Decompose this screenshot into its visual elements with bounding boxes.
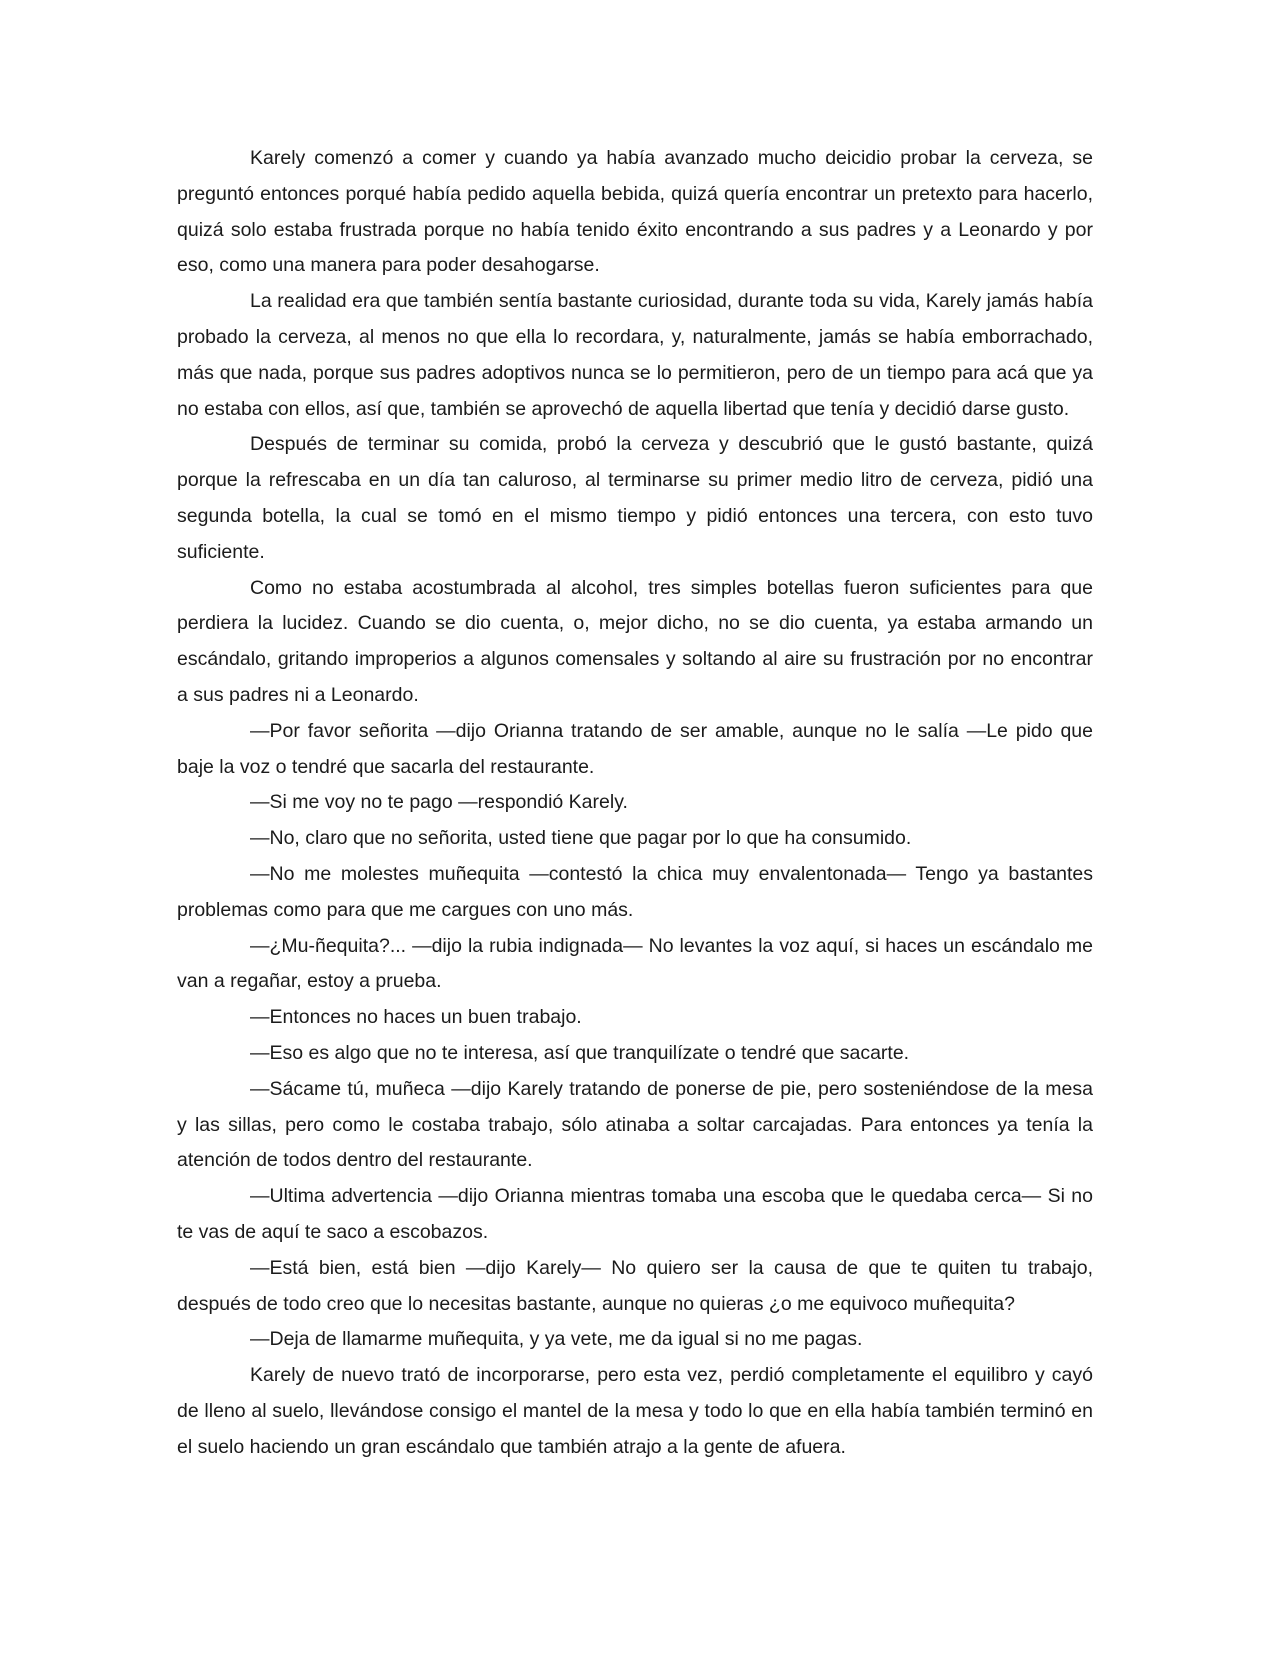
dialogue-line: —Si me voy no te pago —respondió Karely. (250, 791, 628, 814)
paragraph: Como no estaba acostumbrada al alcohol, tres simples botellas fueron suficientes para que perdiera la lucidez. Cuando se dio cuenta, o, mejor dicho, no se dio cuenta, ya estaba armando un escándalo, gritando improperios a algunos comensales y soltando al aire su frustración por no encontrar a sus padres ni a Leonardo. (177, 576, 1093, 706)
paragraph: Karely de nuevo trató de incorporarse, pero esta vez, perdió completamente el equilibro y cayó de lleno al suelo, llevándose consigo el mantel de la mesa y todo lo que en ella había también terminó en el suelo haciendo un gran escándalo que también atrajo a la gente de afuera. (177, 1364, 1093, 1458)
paragraph: La realidad era que también sentía bastante curiosidad, durante toda su vida, Karely jamás había probado la cerveza, al menos no que ella lo recordara, y, naturalmente, jamás se había emborrachado, más que nada, porque sus padres adoptivos nunca se lo permitieron, pero de un tiempo para acá que ya no estaba con ellos, así que, también se aprovechó de aquella libertad que tenía y decidió darse gusto. (177, 290, 1093, 420)
dialogue-line: —¿Mu-ñequita?... —dijo la rubia indignada— No levantes la voz aquí, si haces un escándalo me van a regañar, estoy a prueba. (177, 934, 1093, 993)
dialogue-line: —Por favor señorita —dijo Orianna tratando de ser amable, aunque no le salía —Le pido que baje la voz o tendré que sacarla del restaurante. (177, 719, 1093, 778)
dialogue-line: —Está bien, está bien —dijo Karely— No quiero ser la causa de que te quiten tu trabajo, después de todo creo que lo necesitas bastante, aunque no quieras ¿o me equivoco muñequita? (177, 1256, 1093, 1315)
dialogue-line: —Ultima advertencia —dijo Orianna mientras tomaba una escoba que le quedaba cerca— Si no te vas de aquí te saco a escobazos. (177, 1185, 1093, 1243)
paragraph: Después de terminar su comida, probó la cerveza y descubrió que le gustó bastante, quizá porque la refrescaba en un día tan caluroso, al terminarse su primer medio litro de cerveza, pidió una segunda botella, la cual se tomó en el mismo tiempo y pidió entonces una tercera, con esto tuvo suficiente. (177, 433, 1093, 563)
dialogue-line: —Eso es algo que no te interesa, así que tranquilízate o tendré que sacarte. (250, 1041, 910, 1064)
document-page (177, 141, 1093, 1465)
dialogue-line: —Entonces no haces un buen trabajo. (250, 1006, 582, 1029)
dialogue-line: —No me molestes muñequita —contestó la chica muy envalentonada— Tengo ya bastantes problemas como para que me cargues con uno más. (177, 862, 1093, 921)
paragraph: Karely comenzó a comer y cuando ya había avanzado mucho deicidio probar la cerveza, se preguntó entonces porqué había pedido aquella bebida, quizá quería encontrar un pretexto para hacerlo, quizá solo estaba frustrada porque no había tenido éxito encontrando a sus padres y a Leonardo y por eso, como una manera para poder desahogarse. (177, 147, 1093, 277)
dialogue-line: —Deja de llamarme muñequita, y ya vete, me da igual si no me pagas. (250, 1328, 863, 1351)
dialogue-line: —No, claro que no señorita, usted tiene que pagar por lo que ha consumido. (250, 827, 912, 850)
dialogue-line: —Sácame tú, muñeca —dijo Karely tratando de ponerse de pie, pero sosteniéndose de la mesa y las sillas, pero como le costaba trabajo, sólo atinaba a soltar carcajadas. Para entonces ya tenía la atención de todos dentro del restaurante. (177, 1077, 1093, 1172)
